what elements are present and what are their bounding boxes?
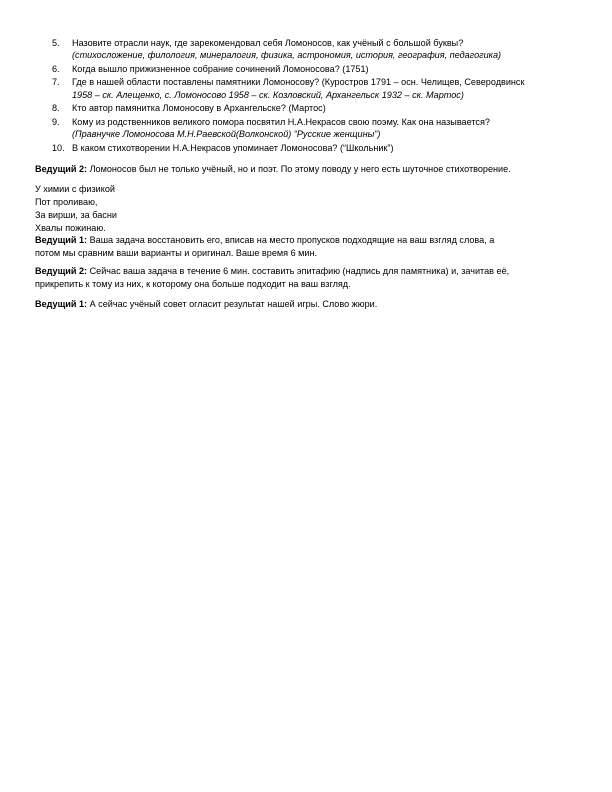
question-text: Назовите отрасли наук, где зарекомендовал себя Ломоносов, как учёный с большой буквы? xyxy=(72,38,464,48)
item-number: 8. xyxy=(52,103,60,114)
paragraph-host2-intro xyxy=(35,163,580,176)
list-item xyxy=(52,37,572,61)
list-item xyxy=(52,116,572,140)
item-number: 10. xyxy=(52,142,65,153)
paragraph-text: Сейчас ваша задача в течение 6 мин. составить эпитафию (надпись для памятника) и, зачитав её, xyxy=(87,266,510,276)
paragraph-text: прикрепить к тому из них, к которому она больше подходит на ваш взгляд. xyxy=(35,278,351,289)
paragraph-host1-jury xyxy=(35,298,580,311)
list-item xyxy=(52,63,572,75)
paragraph-text: Ломоносов был не только учёный, но и поэт. По этому поводу у него есть шуточное стихотворение. xyxy=(87,164,511,174)
item-number: 7. xyxy=(52,77,60,88)
poem-line: За вирши, за басни xyxy=(35,210,117,220)
question-text: Когда вышло прижизненное собрание сочинений Ломоносова? (1751) xyxy=(72,63,369,74)
answer-text: (стихосложение, филология, минералогия, физика, астрономия, история, география, педагогика) xyxy=(72,50,502,61)
paragraph-text: Ваша задача восстановить его, вписав на место пропусков подходящие на ваш взгляд слова, а xyxy=(87,235,495,245)
question-text: В каком стихотворении Н.А.Некрасов упоминает Ломоносова? (“Школьник”) xyxy=(72,142,394,153)
item-number: 9. xyxy=(52,116,60,127)
question-text: Где в нашей области поставлены памятники Ломоносову? (Куростров 1791 – осн. Челищев, Северодвинск xyxy=(72,77,525,88)
poem-line: У химии с физикой xyxy=(35,184,115,194)
list-item xyxy=(52,102,572,114)
list-item xyxy=(52,76,572,100)
speaker-label: Ведущий 1: xyxy=(35,299,88,309)
question-text: Кто автор памянитка Ломоносову в Архангельске? (Мартос) xyxy=(72,103,326,114)
paragraph-text: потом мы сравним ваши варианты и оригинал. Ваше время 6 мин. xyxy=(35,247,318,258)
speaker-label: Ведущий 2: xyxy=(35,164,88,174)
paragraph-text: А сейчас учёный совет огласит результат нашей игры. Слово жюри. xyxy=(87,299,378,309)
question-text: Кому из родственников великого помора посвятил Н.А.Некрасов свою поэму. Как она называется? xyxy=(72,116,490,127)
item-number: 5. xyxy=(52,38,60,48)
speaker-label: Ведущий 2: xyxy=(35,266,88,276)
paragraph-host2-epitaph xyxy=(35,265,580,290)
poem-line: Пот проливаю, xyxy=(35,197,98,207)
poem-line: Хвалы пожинаю. xyxy=(35,223,106,233)
speaker-label: Ведущий 1: xyxy=(35,235,88,245)
answer-text: (Правнучке Ломоносова М.Н.Раевской(Волконской) “Русские женщины”) xyxy=(72,128,381,139)
answer-text: 1958 – ск. Алещенко, с. Ломоносово 1958 – ск. Козловский, Архангельск 1932 – ск. Мартос) xyxy=(72,89,464,100)
item-number: 6. xyxy=(52,63,60,74)
paragraph-host1-task xyxy=(35,234,580,259)
question-list xyxy=(52,37,572,155)
poem xyxy=(35,183,580,235)
list-item xyxy=(52,142,572,154)
